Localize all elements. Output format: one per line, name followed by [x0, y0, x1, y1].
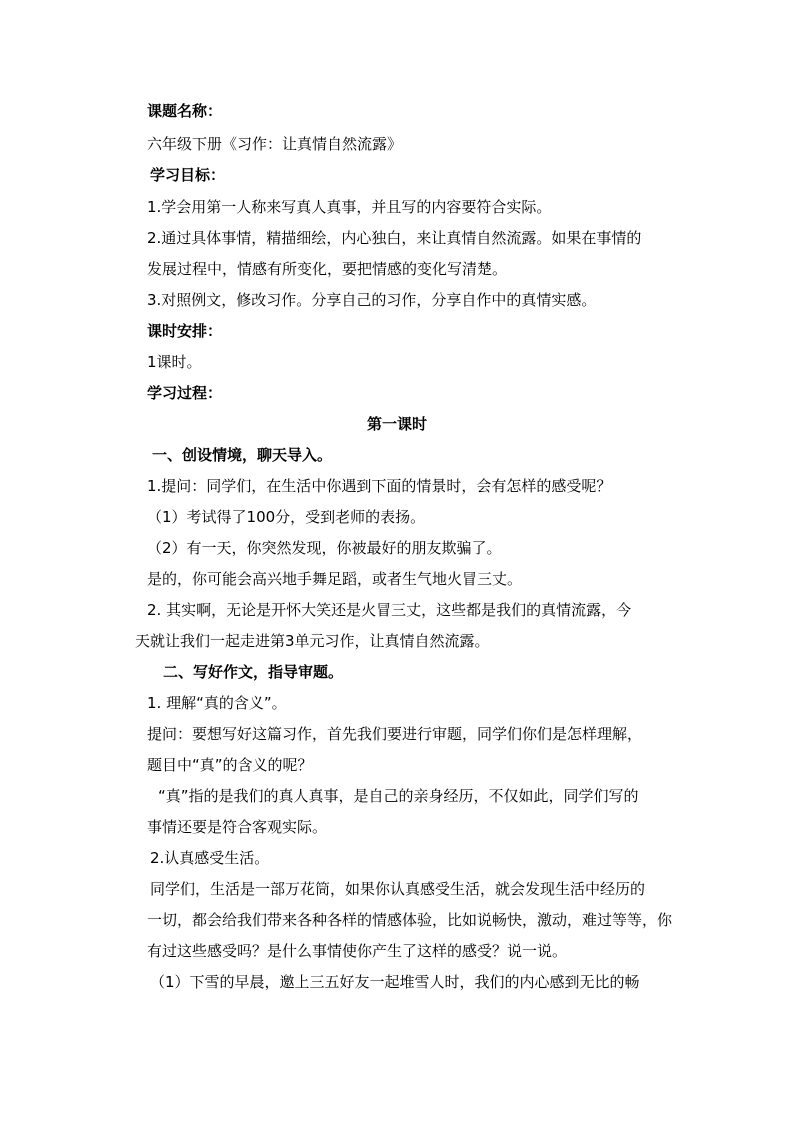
section1-line: 1.提问：同学们，在生活中你遇到下面的情景时，会有怎样的感受呢？: [147, 477, 612, 495]
course-name-heading: 课题名称：: [147, 102, 223, 120]
lesson-title: 第一课时: [366, 415, 427, 433]
process-heading: 学习过程：: [147, 384, 223, 402]
section2-line: 一切，都会给我们带来各种各样的情感体验，比如说畅快，激动，难过等等，你: [147, 911, 673, 929]
section1-line: 是的，你可能会高兴地手舞足蹈，或者生气地火冒三丈。: [147, 570, 523, 588]
objectives-heading: 学习目标：: [150, 166, 226, 184]
section2-line: “真”指的是我们的真人真事，是自己的亲身经历，不仅如此，同学们写的: [158, 787, 639, 805]
objective-line: 1.学会用第一人称来写真人真事，并且写的内容要符合实际。: [147, 198, 552, 216]
section1-line: （2）有一天，你突然发现，你被最好的朋友欺骗了。: [147, 539, 502, 557]
section2-line: 事情还要是符合客观实际。: [147, 818, 328, 836]
section2-line: 题目中“真”的含义的呢？: [147, 756, 313, 774]
section1-line: 2. 其实啊，无论是开怀大笑还是火冒三丈，这些都是我们的真情流露，今: [147, 601, 632, 619]
section1-line: （1）考试得了100分，受到老师的表扬。: [147, 508, 426, 526]
section1-heading: 一、创设情境，聊天导入。: [152, 446, 333, 464]
section2-line: 提问：要想写好这篇习作，首先我们要进行审题，同学们你们是怎样理解，: [147, 725, 643, 743]
schedule-heading: 课时安排：: [147, 322, 223, 340]
section1-line: 天就让我们一起走进第3单元习作，让真情自然流露。: [135, 632, 490, 650]
objective-line: 3.对照例文，修改习作。分享自己的习作，分享自作中的真情实感。: [147, 291, 597, 309]
section2-heading: 二、写好作文，指导审题。: [163, 663, 344, 681]
objective-line: 2.通过具体事情，精描细绘，内心独白，来让真情自然流露。如果在事情的: [147, 229, 642, 247]
section2-line: 同学们，生活是一部万花筒，如果你认真感受生活，就会发现生活中经历的: [150, 880, 646, 898]
section2-line: （1）下雪的早晨，邀上三五好友一起堆雪人时，我们的内心感到无比的畅: [150, 973, 640, 991]
section2-line: 2.认真感受生活。: [150, 849, 270, 867]
schedule: 1课时。: [147, 353, 202, 371]
course-name: 六年级下册《习作：让真情自然流露》: [147, 135, 403, 153]
section2-line: 有过这些感受吗？是什么事情使你产生了这样的感受？说一说。: [147, 942, 568, 960]
objective-line: 发展过程中，情感有所变化，要把情感的变化写清楚。: [147, 260, 508, 278]
section2-line: 1. 理解“真的含义”。: [147, 694, 287, 712]
